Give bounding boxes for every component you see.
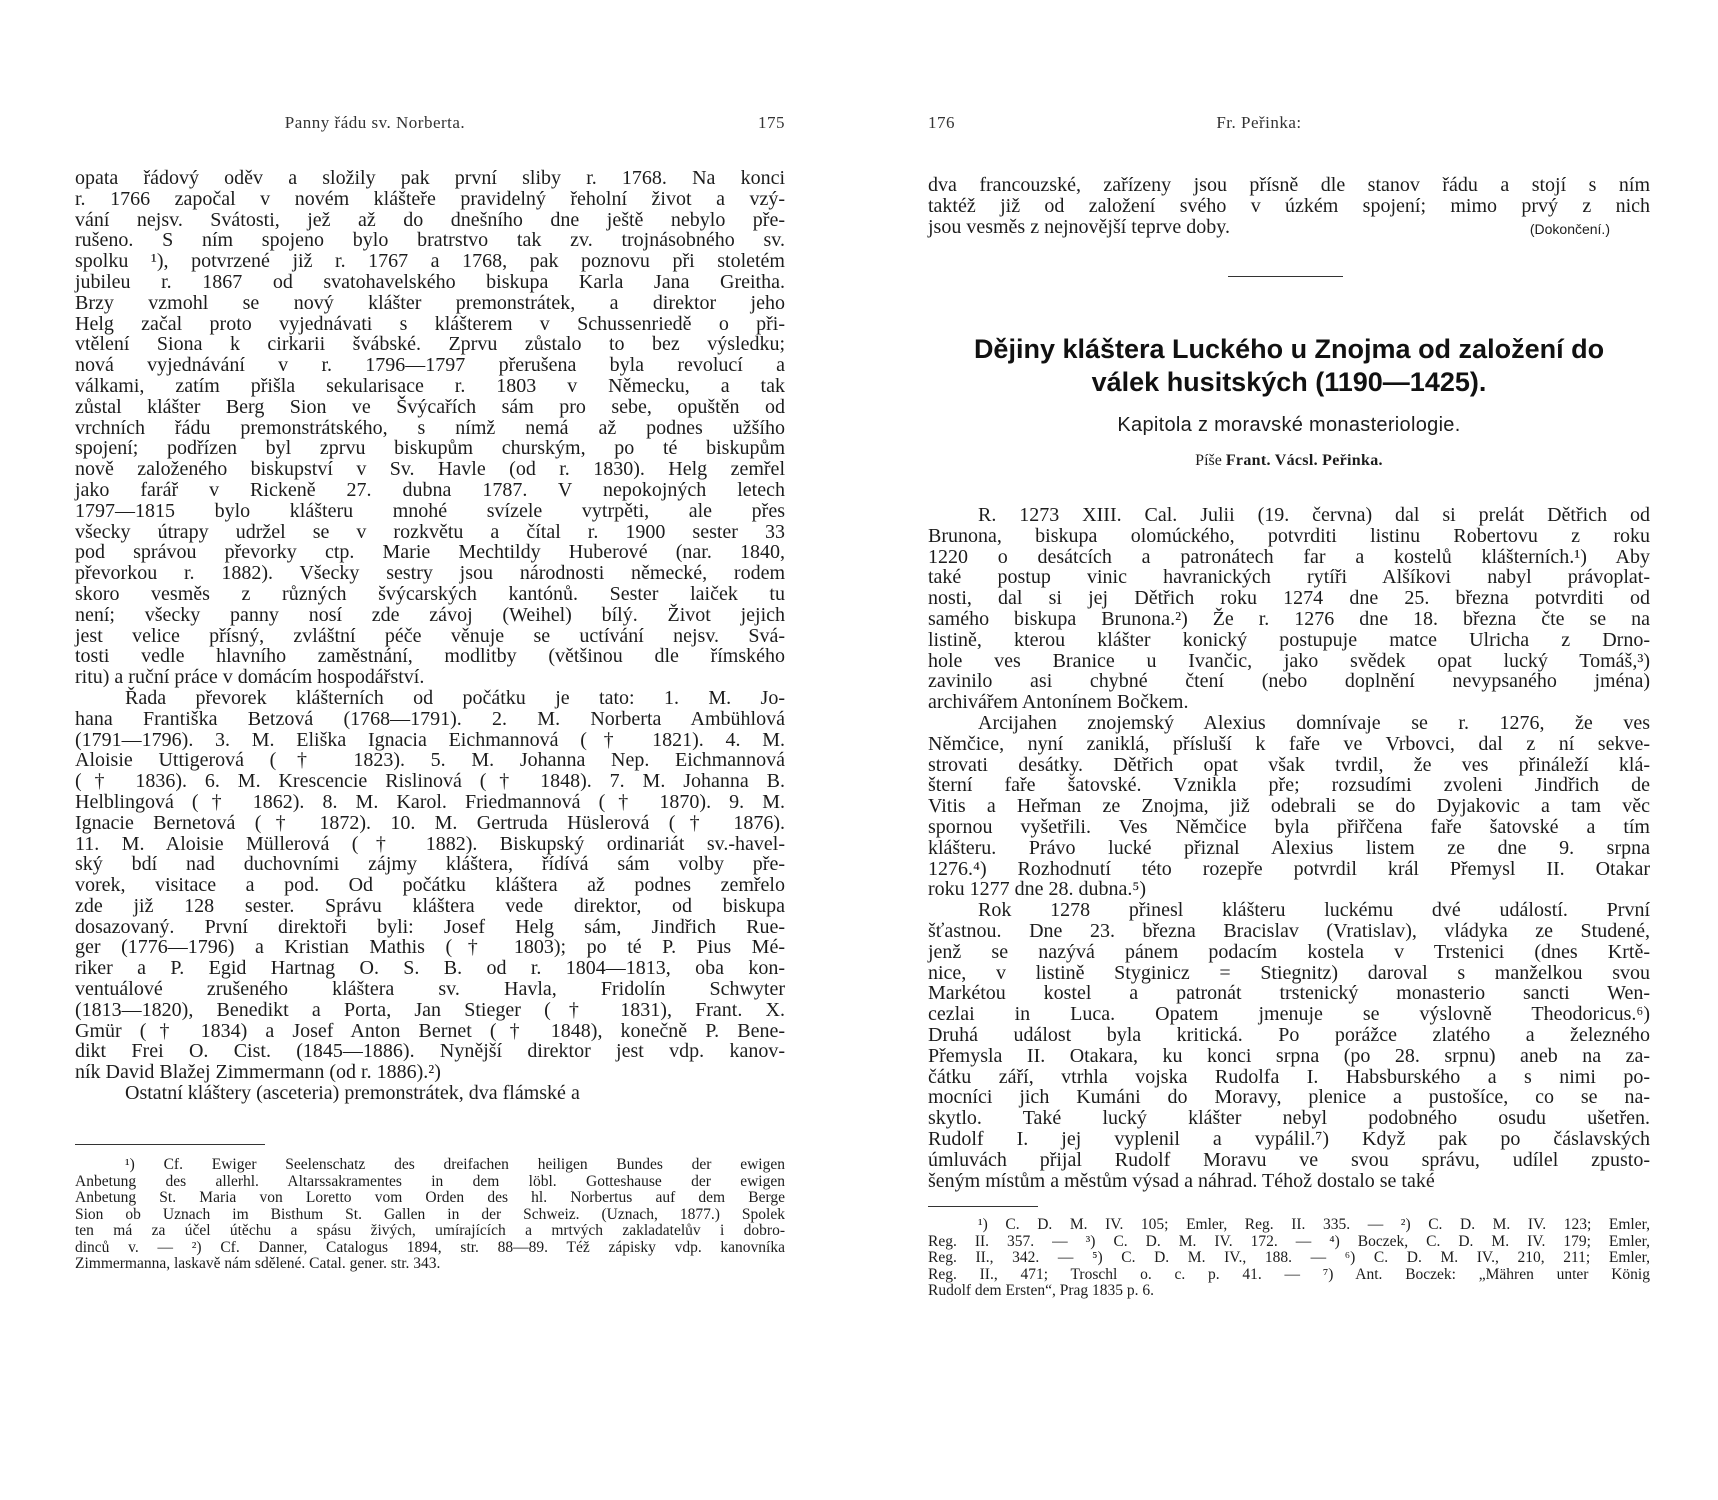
left-page xyxy=(75,0,785,1500)
text-line: Vitis a Heřman ze Znojma, již odebrali se do Dyjakovic a tam věc xyxy=(928,795,1650,818)
article-subtitle: Kapitola z moravské monasteriologie. xyxy=(1117,414,1461,436)
text-line: všecky útrapy udržel se v rozkvětu a čítal r. 1900 sester 33 xyxy=(75,520,785,543)
text-line: úmluvách přijal Rudolf Moravu ve svou správu, udílel zpusto- xyxy=(928,1148,1650,1171)
text-line: rušeno. S ním spojeno bylo bratrstvo tak zv. trojnásobného sv. xyxy=(75,229,785,252)
text-line: zde již 128 sester. Správu kláštera vede direktor, od biskupa xyxy=(75,894,785,917)
text-line: nice, v listině Styginicz = Stiegnitz) daroval s manželkou svou xyxy=(928,961,1650,984)
text-line: listině, kterou klášter konický postupuje matce Ulricha z Drno- xyxy=(928,628,1650,651)
text-line: šťastnou. Dne 23. března Bracislav (Vratislav), vládyka ze Studené, xyxy=(928,919,1650,942)
text-line: vorek, visitace a pod. Od počátku kláštera až podnes zemřelo xyxy=(75,874,785,897)
text-line: 1220 o desátcích a patronátech far a kostelů klášterních.¹) Aby xyxy=(928,545,1650,568)
text-line: Rok 1278 přinesl klášteru luckému dvé událostí. První xyxy=(978,899,1650,922)
left-running-head xyxy=(75,113,785,137)
text-line: šterní faře šatovské. Vznikla pře; rozsudími zvoleni Jindřich de xyxy=(928,774,1650,797)
text-line: Přemysla II. Otakara, ku konci srpna (po 28. srpnu) aneb na za- xyxy=(928,1044,1650,1067)
text-line: Rudolf I. jej vyplenil a vypálil.⁷) Když pak po čáslavských xyxy=(928,1127,1650,1150)
right-footnote-rule xyxy=(928,1206,1038,1207)
text-line: cezlai in Luca. Opatem jmenuje se výslovně Theodoricus.⁶) xyxy=(928,1003,1650,1026)
text-line: samého biskupa Brunona.²) Že r. 1276 dne 18. března čte se na xyxy=(928,607,1650,630)
text-line: (1791—1796). 3. M. Eliška Ignacia Eichmannová († 1821). 4. M. xyxy=(75,728,785,751)
text-line: nosti, dal si jej Dětřich roku 1274 dne 25. března potvrditi od xyxy=(928,587,1650,610)
right-intro-text xyxy=(928,175,1650,237)
left-body-text xyxy=(75,168,785,1104)
text-line: dosazovaný. První direktoři byli: Josef Helg sám, Jindřich Rue- xyxy=(75,915,785,938)
left-footnotes xyxy=(75,1157,785,1273)
text-line: ger (1776—1796) a Kristian Mathis († 1803); po té P. Pius Mé- xyxy=(75,936,785,959)
byline xyxy=(928,452,1650,470)
right-page xyxy=(928,0,1650,1500)
text-line: ventuálové zrušeného kláštera sv. Havla, Fridolín Schwyter xyxy=(75,978,785,1001)
text-line: jsou vesměs z nejnovější teprve doby. (Dokončení.) xyxy=(928,215,1610,238)
text-line: († 1836). 6. M. Krescencie Rislinová († 1848). 7. M. Johanna B. xyxy=(75,770,785,793)
byline-prefix: Píše xyxy=(1195,452,1222,469)
text-line: R. 1273 XIII. Cal. Julii (19. června) dal si prelát Dětřich od xyxy=(978,504,1650,526)
text-line: r. 1766 započal v novém klášteře pravidelný řeholní život a vzý- xyxy=(75,187,785,210)
text-line: spolku ¹), potvrzené již r. 1767 a 1768, pak poznovu při stoletém xyxy=(75,250,785,273)
text-line: Ignacie Bernetová († 1872). 10. M. Gertruda Hüslerová († 1876). xyxy=(75,811,785,834)
text-line: Arcijahen znojemský Alexius domnívaje se r. 1276, že ves xyxy=(978,711,1650,734)
footnote-line: ¹) C. D. M. IV. 105; Emler, Reg. II. 335. — ²) C. D. M. IV. 123; Emler, xyxy=(978,1216,1650,1233)
text-line: Aloisie Uttigerová († 1823). 5. M. Johanna Nep. Eichmannová xyxy=(75,749,785,772)
text-line: zůstal klášter Berg Sion ve Švýcařích sám pro sebe, opuštěn od xyxy=(75,395,785,418)
text-line: Markétou kostel a patronát trstenický monasterio sancti Wen- xyxy=(928,982,1650,1005)
footnote-line: ¹) Cf. Ewiger Seelenschatz des dreifachen heiligen Bundes der ewigen xyxy=(125,1156,785,1173)
text-line: nová vyjednávání v r. 1796—1797 přerušena byla revolucí a xyxy=(75,354,785,377)
text-line: Gmür († 1834) a Josef Anton Bernet († 1848), konečně P. Bene- xyxy=(75,1019,785,1042)
text-line: není; všecky panny nosí zde závoj (Weihel) bílý. Život jejich xyxy=(75,603,785,626)
text-line: čátku září, vtrhla vojska Rudolfa I. Habsburského a s nimi po- xyxy=(928,1065,1650,1088)
article-title-line-1: Dějiny kláštera Luckého u Znojma od založení do xyxy=(973,334,1605,364)
text-line: Řada převorek klášterních od počátku je tato: 1. M. Jo- xyxy=(125,686,785,709)
text-line: strovati desátky. Dětřich opat však tvrdil, že ves přináleží klá- xyxy=(928,753,1650,776)
text-line: vrchních řádu premonstrátského, s nímž nemá až podnes užšího xyxy=(75,416,785,439)
text-line: dva francouzské, zařízeny jsou přísně dle stanov řádu a stojí s ním xyxy=(928,174,1650,196)
text-line: vání nejsv. Svátosti, jež až do dnešního dne ještě nebylo pře- xyxy=(75,208,785,231)
text-line: převorkou r. 1882). Všecky sestry jsou národnosti německé, rodem xyxy=(75,562,785,585)
right-page-number: 176 xyxy=(928,113,955,132)
text-line: zavinilo asi chybné čtení (nebo doplnění nevypsaného jména) xyxy=(928,670,1650,693)
text-line: riker a P. Egid Hartnag O. S. B. od r. 1804—1813, oba kon- xyxy=(75,957,785,980)
footnote-line: Sion ob Uznach im Bisthum St. Gallen in der Schweiz. (Uznach, 1877.) Spolek xyxy=(75,1205,785,1223)
text-line: 1276.⁴) Rozhodnutí této rozepře potvrdil král Přemysl II. Otakar xyxy=(928,857,1650,880)
right-body-text xyxy=(928,505,1650,1191)
text-line: ník David Blažej Zimmermann (od r. 1886).²) xyxy=(75,1061,441,1084)
text-line: (1813—1820), Benedikt a Porta, Jan Stieger († 1831), Frant. X. xyxy=(75,998,785,1021)
footnote-line: Rudolf dem Ersten“, Prag 1835 p. 6. xyxy=(928,1282,1155,1299)
text-line: mocníci jich Kumáni do Moravy, plenice a pustošíce, co se na- xyxy=(928,1086,1650,1109)
text-line: jenž se nazývá pánem podacím kostela v Trstenici (dnes Krtě- xyxy=(928,940,1650,963)
text-line: skoro vesměs z různých švýcarských kantónů. Sester laiček tu xyxy=(75,582,785,605)
text-line: tosti vedle hlavního zaměstnání, modlitby (většinou dle římského xyxy=(75,645,785,668)
text-line: pod správou převorky ctp. Marie Mechtildy Huberové (nar. 1840, xyxy=(75,541,785,564)
text-line: jubileu r. 1867 od svatohavelského biskupa Karla Jana Greitha. xyxy=(75,270,785,293)
text-line: roku 1277 dne 28. dubna.⁵) xyxy=(928,878,1147,901)
text-line: archivářem Antonínem Bočkem. xyxy=(928,691,1189,714)
text-line: šeným místům a městům výsad a náhrad. Téhož dostalo se také xyxy=(928,1169,1435,1192)
text-line: vtělení Siona k cirkarii švábské. Zprvu zůstalo to bez výsledku; xyxy=(75,333,785,356)
text-line: taktéž již od založení svého v úzkém spojení; mimo prvý z nich xyxy=(928,194,1650,217)
text-line: nově založeného biskupství v Sv. Havle (od r. 1830). Helg zemřel xyxy=(75,458,785,481)
left-page-number: 175 xyxy=(758,113,785,132)
text-line: jest velice přísný, zvláštní péče věnuje se uctívání nejsv. Svá- xyxy=(75,624,785,647)
footnote-line: Reg. II., 342. — ⁵) C. D. M. IV., 188. — ⁶) C. D. M. IV., 210, 211; Emler, xyxy=(928,1249,1650,1266)
text-line: ský bdí nad duchovními zájmy kláštera, řídívá sám volby pře- xyxy=(75,853,785,876)
text-line: klášteru. Právo lucké přiznal Alexius listem ze dne 9. srpna xyxy=(928,836,1650,859)
text-line: také postup vinic havranických rytíři Alšíkovi nabyl právoplat- xyxy=(928,566,1650,589)
text-line: dikt Frei O. Cist. (1845—1886). Nynější direktor jest vdp. kanov- xyxy=(75,1040,785,1063)
footnote-line: Reg. II. 357. — ³) C. D. M. IV. 172. — ⁴) Boczek, C. D. M. IV. 179; Emler, xyxy=(928,1232,1650,1250)
footnote-line: Reg. II., 471; Troschl o. c. p. 41. — ⁷) Ant. Boczek: „Mähren unter König xyxy=(928,1265,1650,1283)
right-footnotes xyxy=(928,1217,1650,1300)
text-line: Němčice, nyní zaniklá, přísluší k faře ve Vrbovci, dal z ní sekve- xyxy=(928,732,1650,755)
text-line: spornou vyšetřili. Ves Němčice byla přiřčena faře šatovské a tím xyxy=(928,815,1650,838)
right-running-title: Fr. Peřinka: xyxy=(1216,113,1302,132)
text-line: skytlo. Také lucký klášter nebyl podobného osudu ušetřen. xyxy=(928,1107,1650,1130)
text-line: Ostatní kláštery (asceteria) premonstrátek, dva flámské a xyxy=(125,1082,580,1105)
byline-author: Frant. Vácsl. Peřinka. xyxy=(1225,452,1383,469)
text-line: Druhá událost byla kritická. Po porážce zlatého a železného xyxy=(928,1023,1650,1046)
text-line: 1797—1815 bylo klášteru mnohé svízele vytrpěti, ale přes xyxy=(75,499,785,522)
text-line: Helblingová († 1862). 8. M. Karol. Friedmannová († 1870). 9. M. xyxy=(75,790,785,813)
article-title-line-2: válek husitských (1190—1425). xyxy=(1091,367,1487,397)
left-footnote-rule xyxy=(75,1144,265,1145)
text-line: válkami, zatím přišla sekularisace r. 1803 v Německu, a tak xyxy=(75,374,785,397)
text-line: Brunona, biskupa olomúckého, potvrditi listinu Robertovu z roku xyxy=(928,524,1650,547)
footnote-line: Zimmermanna, laskavě nám sdělené. Catal. gener. str. 343. xyxy=(75,1255,441,1272)
text-line: hole ves Branice u Ivančic, jako svědek opat lucký Tomáš,³) xyxy=(928,649,1650,672)
text-line: jako farář v Rickeně 27. dubna 1787. V nepokojných letech xyxy=(75,478,785,501)
text-line: Brzy vzmohl se nový klášter premonstrátek, a direktor jeho xyxy=(75,291,785,314)
right-running-head xyxy=(928,113,1650,137)
article-title xyxy=(928,333,1650,399)
section-divider xyxy=(1228,276,1343,277)
text-line: spojení; podřízen byl zprvu biskupům churským, po té biskupům xyxy=(75,437,785,460)
text-line: hana Františka Betzová (1768—1791). 2. M. Norberta Ambühlová xyxy=(75,707,785,730)
text-line: ritu) a ruční práce v domácím hospodářství. xyxy=(75,666,425,689)
footnote-line: dinců v. — ²) Cf. Danner, Catalogus 1894, str. 88—89. Též zápisky vdp. kanovníka xyxy=(75,1238,785,1256)
left-running-title: Panny řádu sv. Norberta. xyxy=(284,113,466,132)
footnote-line: ten má za účel útěchu a spásu živých, umírajících a mrtvých zakladatelův i dobro- xyxy=(75,1222,785,1239)
text-line: Helg začal proto vyjednávati s klášterem v Schussenriedě o při- xyxy=(75,312,785,335)
text-line: opata řádový oděv a složily pak první sliby r. 1768. Na konci xyxy=(75,167,785,189)
footnote-line: Anbetung St. Maria von Loretto vom Orden des hl. Norbertus auf dem Berge xyxy=(75,1189,785,1206)
continued-note: (Dokončení.) xyxy=(1529,220,1610,237)
footnote-line: Anbetung des allerhl. Altarssakramentes in dem löbl. Gotteshause der ewigen xyxy=(75,1172,785,1190)
text-line: 11. M. Aloisie Müllerová († 1882). Biskupský ordinariát sv.-havel- xyxy=(75,832,785,855)
